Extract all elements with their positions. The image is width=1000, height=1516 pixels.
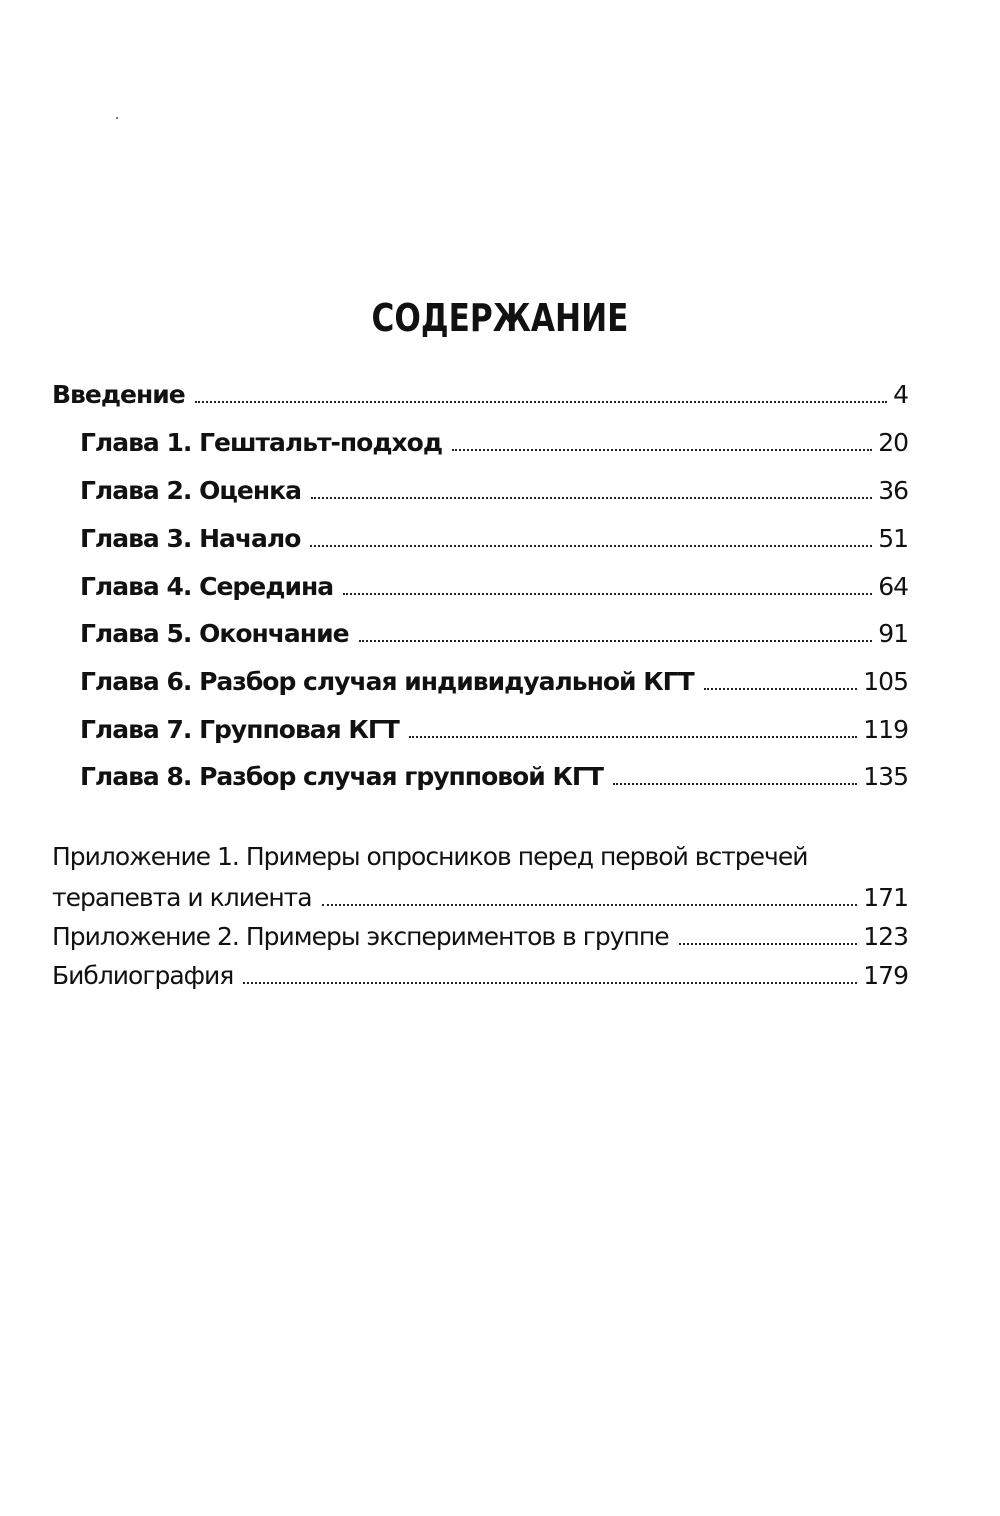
toc-leader-dots — [704, 688, 858, 690]
toc-entry-page: 171 — [863, 883, 908, 912]
toc-entry-label: Библиография — [52, 961, 234, 990]
toc-entry-page: 123 — [863, 922, 908, 951]
toc-entry-label: Приложение 2. Примеры экспериментов в группе — [52, 922, 669, 951]
toc-entry-chapter-3 — [80, 524, 908, 554]
toc-entry-chapter-4 — [80, 572, 908, 602]
toc-entry-page: 51 — [878, 524, 908, 553]
toc-entry-appendix-2 — [52, 922, 908, 952]
toc-entry-label: Глава 6. Разбор случая индивидуальной КГТ — [80, 667, 694, 696]
toc-entry-label: Глава 3. Начало — [80, 524, 301, 553]
page-title: СОДЕРЖАНИЕ — [371, 296, 629, 340]
toc-entry-label: Глава 7. Групповая КГТ — [80, 715, 399, 744]
toc-entry-chapter-7 — [80, 715, 908, 745]
toc-leader-dots — [322, 904, 858, 906]
toc-entry-page: 135 — [863, 762, 908, 791]
toc-entry-appendix-1 — [52, 883, 908, 913]
toc-entry-chapter-2 — [80, 476, 908, 506]
toc-leader-dots — [243, 982, 857, 984]
toc-entry-page: 105 — [863, 667, 908, 696]
toc-entry-page: 36 — [878, 476, 908, 505]
toc-leader-dots — [310, 545, 872, 547]
toc-leader-dots — [452, 449, 872, 451]
toc-leader-dots — [311, 497, 872, 499]
toc-entry-chapter-1 — [80, 428, 908, 458]
toc-entry-chapter-6 — [80, 667, 908, 697]
toc-leader-dots — [679, 943, 858, 945]
toc-leader-dots — [409, 736, 857, 738]
toc-entry-label: Введение — [52, 380, 185, 409]
toc-entry-label: Глава 8. Разбор случая групповой КГТ — [80, 762, 603, 791]
toc-entry-page: 20 — [878, 428, 908, 457]
toc-leader-dots — [359, 640, 873, 642]
toc-entry-label: Глава 2. Оценка — [80, 476, 301, 505]
toc-entry-chapter-8 — [80, 762, 908, 792]
toc-leader-dots — [613, 783, 857, 785]
toc-leader-dots — [343, 593, 872, 595]
toc-entry-appendix-1-line1: Приложение 1. Примеры опросников перед первой встречей — [52, 842, 808, 871]
toc-entry-label: Глава 5. Окончание — [80, 619, 349, 648]
print-speck — [116, 117, 118, 119]
toc-entry-page: 4 — [893, 380, 908, 409]
toc-entry-page: 119 — [863, 715, 908, 744]
toc-entry-label: Глава 4. Середина — [80, 572, 334, 601]
toc-entry-page: 91 — [878, 619, 908, 648]
toc-entry-label: терапевта и клиента — [52, 883, 312, 912]
toc-entry-page: 64 — [878, 572, 908, 601]
toc-entry-bibliography — [52, 961, 908, 991]
toc-entry-label: Глава 1. Гештальт-подход — [80, 428, 443, 457]
toc-entry-introduction — [52, 380, 908, 410]
toc-entry-page: 179 — [863, 961, 908, 990]
toc-leader-dots — [195, 401, 887, 403]
toc-entry-chapter-5 — [80, 619, 908, 649]
